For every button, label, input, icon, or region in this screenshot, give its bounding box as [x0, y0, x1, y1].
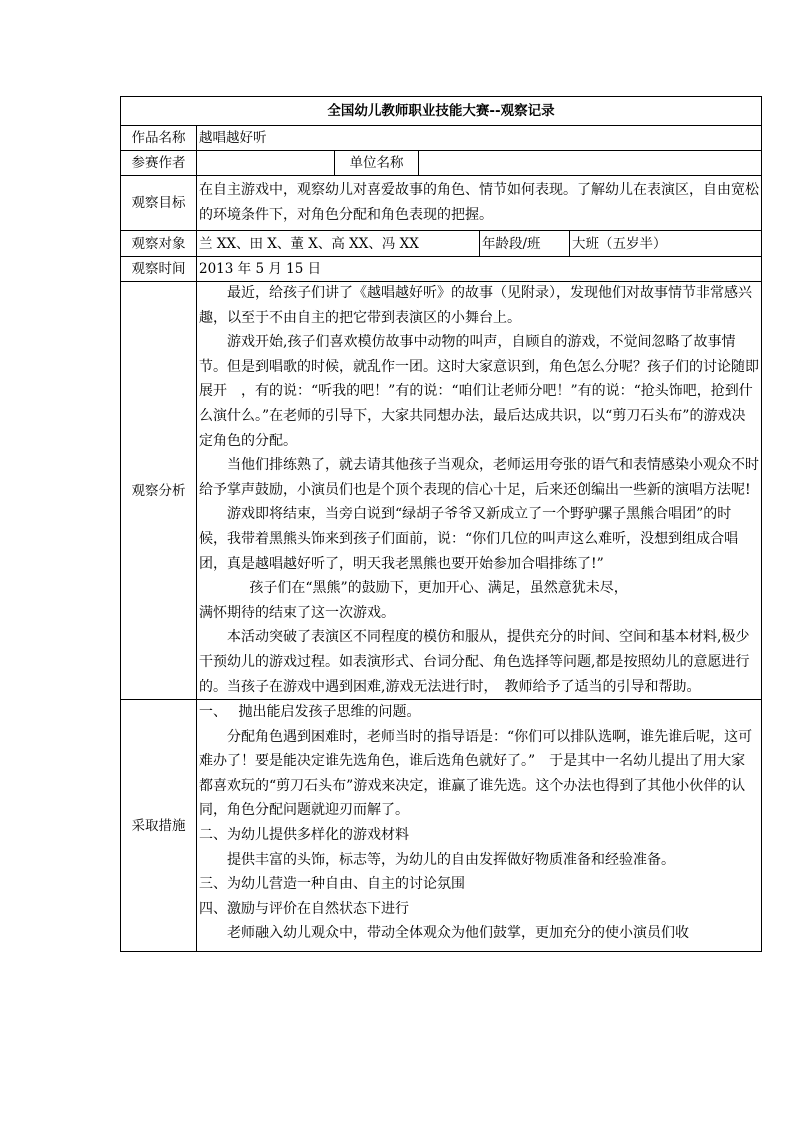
work-name-value: 越唱越好听: [197, 126, 762, 151]
analysis-paragraph: 游戏开始,孩子们喜欢模仿故事中动物的叫声，自顾自的游戏，不觉间忽略了故事情节。但是到唱歌的时候，就乱作一团。这时大家意识到，角色怎么分呢？孩子们的讨论随即展开 ，有的说：“听我的吧！”有的说：“咱们让老师分吧！”有的说：“抢头饰吧，抢到什么演什么。”在老师的引导下，大家共同想办法，最后达成共识，以“剪刀石头布”的游戏决定角色的分配。: [199, 334, 759, 449]
subject-value: 兰 XX、田 X、董 X、高 XX、冯 XX: [197, 231, 480, 257]
analysis-paragraph: 最近，给孩子们讲了《越唱越好听》的故事（见附录），发现他们对故事情节非常感兴趣，以至于不由自主的把它带到表演区的小舞台上。: [199, 285, 752, 326]
measures-heading: 三、为幼儿营造一种自由、自主的讨论氛围: [199, 876, 465, 893]
time-value: 2013 年 5 月 15 日: [197, 257, 762, 282]
observation-table: [120, 96, 762, 952]
measures-label: 采取措施: [121, 700, 197, 952]
unit-value: [419, 151, 762, 176]
participant-row: [121, 151, 762, 176]
participant-value: [197, 151, 335, 176]
analysis-row: [121, 282, 762, 700]
unit-label: 单位名称: [335, 151, 419, 176]
goal-label: 观察目标: [121, 176, 197, 231]
analysis-paragraph: 满怀期待的结束了这一次游戏。: [199, 604, 395, 621]
analysis-paragraph: 本活动突破了表演区不同程度的模仿和服从，提供充分的时间、空间和基本材料,极少干预幼儿的游戏过程。如表演形式、台词分配、角色选择等问题,都是按照幼儿的意愿进行的。当孩子在游戏中遇到困难,游戏无法进行时， 教师给予了适当的引导和帮助。: [199, 629, 750, 695]
goal-paragraph: 在自主游戏中，观察幼儿对喜爱故事的角色、情节如何表现。了解幼儿在表演区，自由宽松的环境条件下，对角色分配和角色表现的把握。: [199, 182, 759, 223]
measures-text: [197, 700, 762, 952]
measures-heading: 四、激励与评价在自然状态下进行: [199, 900, 409, 917]
measures-paragraph: 提供丰富的头饰，标志等，为幼儿的自由发挥做好物质准备和经验准备。: [227, 851, 675, 868]
analysis-paragraph: 游戏即将结束，当旁白说到“绿胡子爷爷又新成立了一个野驴骡子黑熊合唱团”的时候，我带着黑熊头饰来到孩子们面前，说：“你们几位的叫声这么难听，没想到组成合唱团，真是越唱越好听了，明天我老黑熊也要开始参加合唱排练了!”: [199, 506, 739, 572]
document-title: 全国幼儿教师职业技能大赛--观察记录: [121, 97, 762, 126]
grade-label: 年龄段/班: [480, 231, 570, 257]
goal-row: [121, 176, 762, 231]
goal-text: [197, 176, 762, 231]
subject-label: 观察对象: [121, 231, 197, 257]
work-name-label: 作品名称: [121, 126, 197, 151]
analysis-paragraph: 当他们排练熟了，就去请其他孩子当观众，老师运用夸张的语气和表情感染小观众不时给予掌声鼓励，小演员们也是个顶个表现的信心十足，后来还创编出一些新的演唱方法呢!: [199, 457, 759, 498]
time-label: 观察时间: [121, 257, 197, 282]
measures-heading: 二、为幼儿提供多样化的游戏材料: [199, 827, 409, 844]
work-name-row: [121, 126, 762, 151]
participant-label: 参赛作者: [121, 151, 197, 176]
observation-record-sheet: [120, 96, 761, 952]
analysis-label: 观察分析: [121, 282, 197, 700]
analysis-paragraph: 孩子们在“黑熊”的鼓励下，更加开心、满足，虽然意犹未尽，: [249, 580, 628, 597]
measures-row: [121, 700, 762, 952]
measures-heading: 一、 抛出能启发孩子思维的问题。: [199, 704, 421, 721]
subject-row: [121, 231, 762, 257]
analysis-text: [197, 282, 762, 700]
title-row: [121, 97, 762, 126]
measures-paragraph: 分配角色遇到困难时，老师当时的指导语是：“你们可以排队选啊，谁先谁后呢，这可难办了！要是能决定谁先选角色，谁后选角色就好了。” 于是其中一名幼儿提出了用大家都喜欢玩的“剪刀石头布”游戏来决定，谁赢了谁先选。这个办法也得到了其他小伙伴的认同，角色分配问题就迎刃而解了。: [199, 728, 753, 819]
measures-paragraph: 老师融入幼儿观众中，带动全体观众为他们鼓掌，更加充分的使小演员们收: [227, 925, 689, 942]
grade-value: 大班（五岁半）: [570, 231, 762, 257]
time-row: [121, 257, 762, 282]
